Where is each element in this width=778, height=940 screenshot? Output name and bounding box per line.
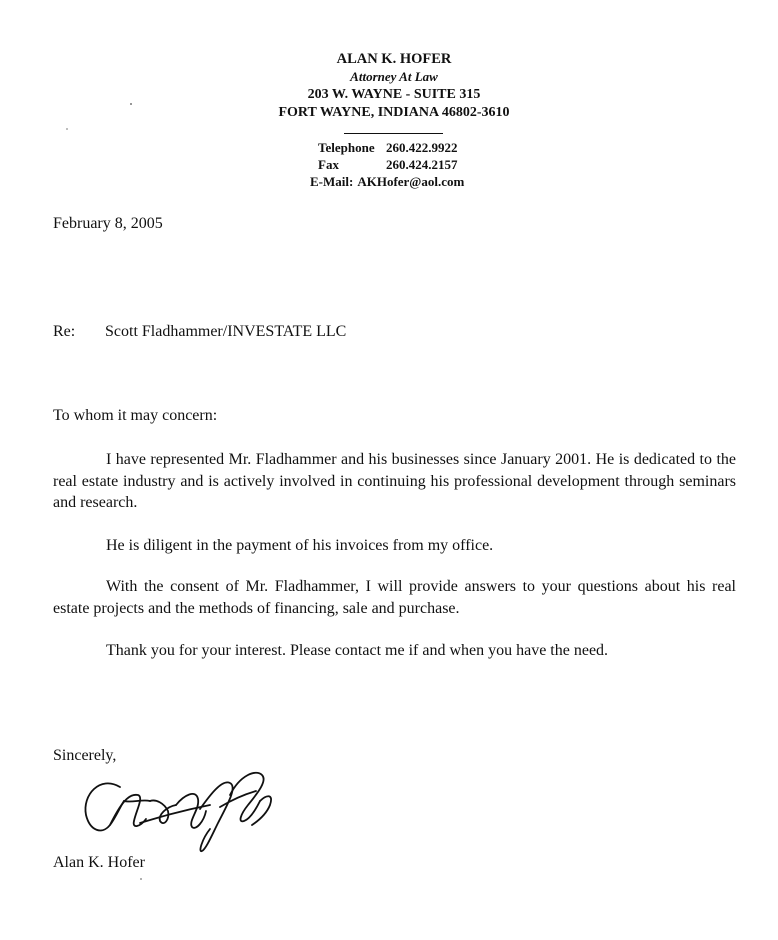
handwritten-signature bbox=[80, 765, 290, 860]
body-paragraph-4: Thank you for your interest. Please contact me if and when you have the need. bbox=[106, 642, 609, 659]
telephone-label: Telephone bbox=[318, 140, 375, 155]
scan-speck bbox=[130, 103, 132, 105]
address-line-2: FORT WAYNE, INDIANA 46802-3610 bbox=[278, 105, 510, 120]
fax-label: Fax bbox=[318, 157, 339, 172]
letterhead-divider bbox=[344, 133, 443, 134]
telephone-row bbox=[300, 139, 510, 156]
signer-name: Alan K. Hofer bbox=[53, 854, 145, 871]
email-row bbox=[300, 173, 510, 190]
fax-row bbox=[300, 156, 510, 173]
contact-block bbox=[300, 139, 510, 190]
email-address: AKHofer@aol.com bbox=[357, 174, 465, 189]
body-paragraph-2: He is diligent in the payment of his invoices from my office. bbox=[106, 537, 494, 554]
re-label: Re: bbox=[53, 323, 76, 340]
re-line bbox=[53, 321, 347, 342]
attorney-name: ALAN K. HOFER bbox=[336, 51, 452, 67]
letter-date: February 8, 2005 bbox=[53, 215, 163, 232]
salutation: To whom it may concern: bbox=[53, 407, 218, 424]
body-paragraph-1: I have represented Mr. Fladhammer and his businesses since January 2001. He is dedicated to the real estate industry and is actively involved in continuing his professional development through seminars and research. bbox=[53, 451, 736, 511]
scan-speck bbox=[140, 878, 142, 880]
fax-number: 260.424.2157 bbox=[386, 157, 458, 172]
address-line-1: 203 W. WAYNE - SUITE 315 bbox=[307, 87, 481, 102]
scan-speck bbox=[66, 128, 68, 130]
email-label: E-Mail: bbox=[310, 174, 354, 189]
attorney-title: Attorney At Law bbox=[350, 69, 438, 84]
body-paragraph-3: With the consent of Mr. Fladhammer, I will provide answers to your questions about his real estate projects and the methods of financing, sale and purchase. bbox=[53, 578, 736, 617]
telephone-number: 260.422.9922 bbox=[386, 140, 458, 155]
letterhead bbox=[0, 50, 778, 122]
re-subject: Scott Fladhammer/INVESTATE LLC bbox=[105, 323, 347, 340]
closing: Sincerely, bbox=[53, 747, 117, 764]
